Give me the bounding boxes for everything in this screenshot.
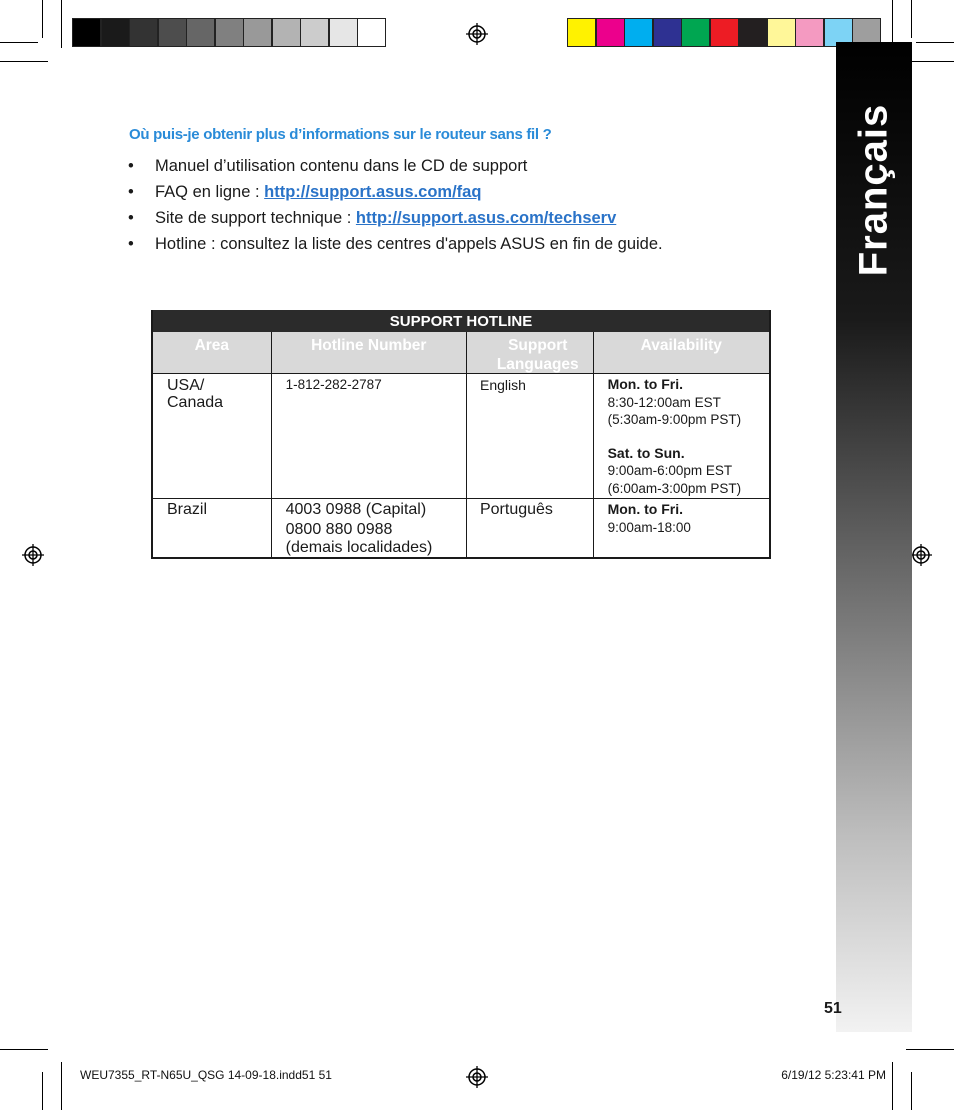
bullet-text: Hotline : consultez la liste des centres d'appels ASUS en fin de guide.: [155, 235, 663, 253]
bullet-item: • Manuel d’utilisation contenu dans le CD de support: [128, 157, 528, 175]
header-availability: Availability: [640, 337, 722, 354]
bullet-item: • FAQ en ligne : http://support.asus.com/faq: [128, 183, 482, 201]
bullet-item: • Site de support technique : http://support.asus.com/techserv: [128, 209, 617, 227]
crop-mark: [42, 1072, 43, 1110]
support-hotline-table: [151, 310, 771, 559]
language-cell: Português: [467, 499, 594, 557]
availability-time: 9:00am-6:00pm EST: [607, 463, 733, 478]
color-swatch: [215, 18, 244, 47]
faq-link[interactable]: http://support.asus.com/faq: [264, 183, 482, 201]
color-swatch: [186, 18, 215, 47]
availability-time: 8:30-12:00am EST: [607, 394, 721, 410]
color-swatch: [158, 18, 187, 47]
footer-file-info: WEU7355_RT-N65U_QSG 14-09-18.indd51 51: [80, 1068, 332, 1082]
availability-time: (5:30am-9:00pm PST): [607, 412, 742, 427]
color-swatch: [710, 18, 739, 47]
crop-mark: [906, 61, 954, 62]
crop-mark: [906, 1049, 954, 1050]
table-title: SUPPORT HOTLINE: [153, 310, 769, 332]
language-cell: English: [467, 374, 594, 498]
hotline-number: 0800 880 0988 (demais localidades): [285, 521, 433, 556]
color-swatch: [795, 18, 824, 47]
color-swatch: [767, 18, 796, 47]
crop-mark: [911, 1072, 912, 1110]
crop-mark: [42, 0, 43, 38]
table-row: [153, 499, 769, 557]
hotline-number: 4003 0988 (Capital): [285, 501, 427, 518]
crop-mark: [0, 61, 48, 62]
registration-mark-icon: [466, 1066, 488, 1088]
availability-cell: [594, 499, 769, 557]
crop-mark: [916, 42, 954, 43]
table-row: [153, 374, 769, 499]
availability-cell: [594, 374, 769, 498]
crop-mark: [61, 1062, 62, 1110]
area-cell: Brazil: [153, 499, 272, 557]
color-swatch: [596, 18, 625, 47]
table-header-row: [153, 332, 769, 374]
crop-mark: [0, 42, 38, 43]
bullet-text: FAQ en ligne :: [155, 183, 265, 201]
hotline-number-cell: [272, 499, 467, 557]
color-swatch: [272, 18, 301, 47]
crop-mark: [892, 0, 893, 48]
availability-days: Mon. to Fri.: [607, 376, 684, 392]
registration-mark-icon: [466, 23, 488, 45]
color-swatch: [567, 18, 596, 47]
color-swatch: [357, 18, 386, 47]
header-area: Area: [153, 332, 272, 373]
color-swatch: [300, 18, 329, 47]
area-text: USA/ Canada: [167, 377, 224, 411]
availability-time: 9:00am-18:00: [607, 519, 691, 535]
footer-timestamp: 6/19/12 5:23:41 PM: [781, 1068, 886, 1082]
header-hotline-number: Hotline Number: [272, 332, 467, 373]
bullet-item: • Hotline : consultez la liste des centres d'appels ASUS en fin de guide.: [128, 235, 663, 253]
color-swatch: [653, 18, 682, 47]
color-swatch: [243, 18, 272, 47]
crop-mark: [911, 0, 912, 38]
color-swatch: [624, 18, 653, 47]
color-swatch: [738, 18, 767, 47]
crop-mark: [61, 0, 62, 48]
color-swatch: [72, 18, 101, 47]
availability-days: Mon. to Fri.: [607, 501, 684, 517]
info-bullet-list: [128, 154, 663, 258]
language-tab-label: Français: [851, 103, 896, 277]
crop-mark: [892, 1062, 893, 1110]
bullet-text: Site de support technique :: [155, 209, 356, 227]
color-swatch: [101, 18, 130, 47]
registration-mark-icon: [22, 544, 44, 566]
color-swatch: [329, 18, 358, 47]
area-cell: [153, 374, 272, 498]
color-swatch: [681, 18, 710, 47]
crop-mark: [0, 1049, 48, 1050]
color-swatch: [129, 18, 158, 47]
techserv-link[interactable]: http://support.asus.com/techserv: [355, 209, 617, 227]
page-number: 51: [824, 1000, 842, 1017]
bullet-text: Manuel d’utilisation contenu dans le CD de support: [155, 157, 528, 175]
availability-time: (6:00am-3:00pm PST): [607, 480, 742, 496]
hotline-number-cell: 1-812-282-2787: [272, 374, 467, 498]
section-heading: Où puis-je obtenir plus d’informations sur le routeur sans fil ?: [129, 126, 552, 143]
header-support-languages: Support Languages: [467, 332, 594, 373]
availability-days: Sat. to Sun.: [607, 444, 685, 461]
registration-mark-icon: [910, 544, 932, 566]
